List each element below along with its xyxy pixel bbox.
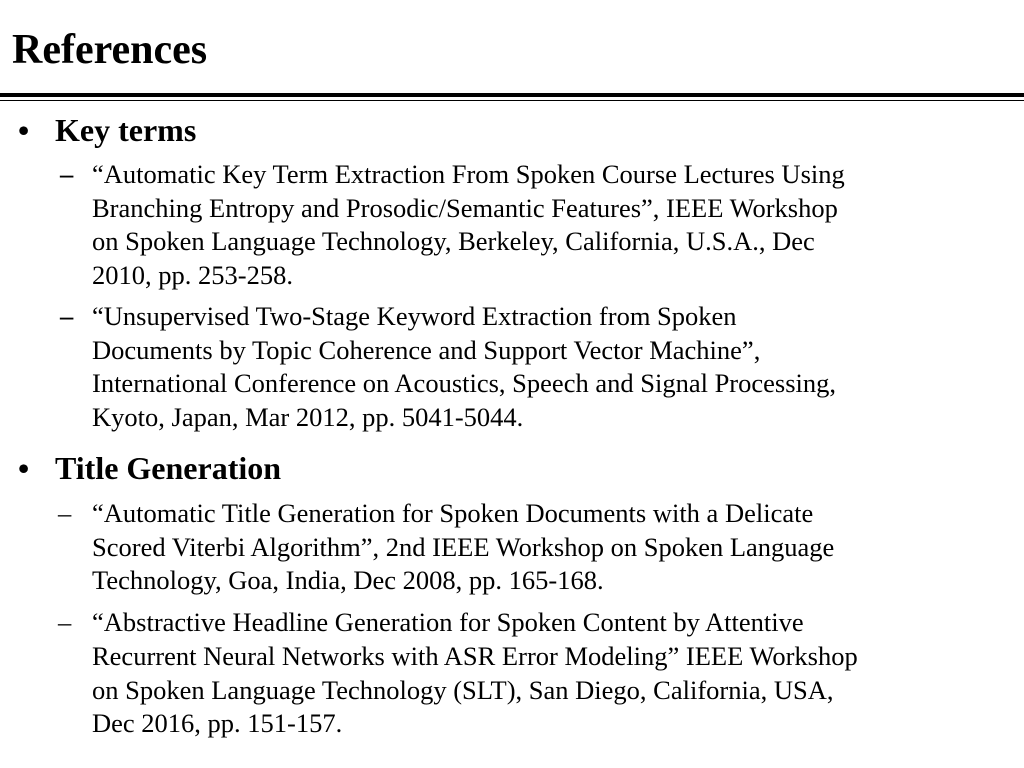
- reference-line: Documents by Topic Coherence and Support Vector Machine”,: [92, 334, 761, 365]
- dash-icon: –: [60, 300, 74, 331]
- reference-line: Scored Viterbi Algorithm”, 2nd IEEE Workshop on Spoken Language: [92, 531, 835, 562]
- title-divider-thin: [0, 100, 1024, 101]
- reference-line: Branching Entropy and Prosodic/Semantic Features”, IEEE Workshop: [92, 192, 838, 223]
- reference-item: [0, 158, 1024, 293]
- reference-line: Kyoto, Japan, Mar 2012, pp. 5041-5044.: [92, 401, 524, 432]
- dash-icon: –: [60, 159, 74, 189]
- reference-item: [0, 606, 1024, 741]
- reference-line: “Unsupervised Two-Stage Keyword Extraction from Spoken: [92, 300, 737, 331]
- reference-item: [0, 497, 1024, 598]
- reference-line: International Conference on Acoustics, Speech and Signal Processing,: [92, 368, 837, 399]
- reference-line: Recurrent Neural Networks with ASR Error Modeling” IEEE Workshop: [92, 640, 858, 671]
- dash-icon: –: [58, 498, 72, 528]
- bullet-icon: •: [18, 450, 30, 486]
- dash-icon: –: [58, 607, 72, 638]
- section-key-terms: [0, 110, 1024, 435]
- bullet-icon: •: [18, 112, 30, 148]
- reference-line: “Abstractive Headline Generation for Spoken Content by Attentive: [92, 607, 804, 638]
- reference-line: on Spoken Language Technology, Berkeley, California, U.S.A., Dec: [92, 226, 815, 257]
- reference-line: “Automatic Title Generation for Spoken Documents with a Delicate: [92, 498, 814, 528]
- reference-line: “Automatic Key Term Extraction From Spoken Course Lectures Using: [92, 159, 845, 189]
- section-heading: Key terms: [55, 112, 197, 148]
- reference-line: 2010, pp. 253-258.: [92, 260, 293, 291]
- reference-item: [0, 300, 1024, 435]
- reference-line: Dec 2016, pp. 151-157.: [92, 708, 343, 739]
- section-title-generation: [0, 448, 1024, 741]
- title-divider-thick: [0, 93, 1024, 97]
- slide-title: References: [12, 27, 208, 73]
- reference-line: on Spoken Language Technology (SLT), San Diego, California, USA,: [92, 674, 834, 705]
- section-heading: Title Generation: [55, 450, 282, 486]
- reference-line: Technology, Goa, India, Dec 2008, pp. 165-168.: [92, 565, 604, 596]
